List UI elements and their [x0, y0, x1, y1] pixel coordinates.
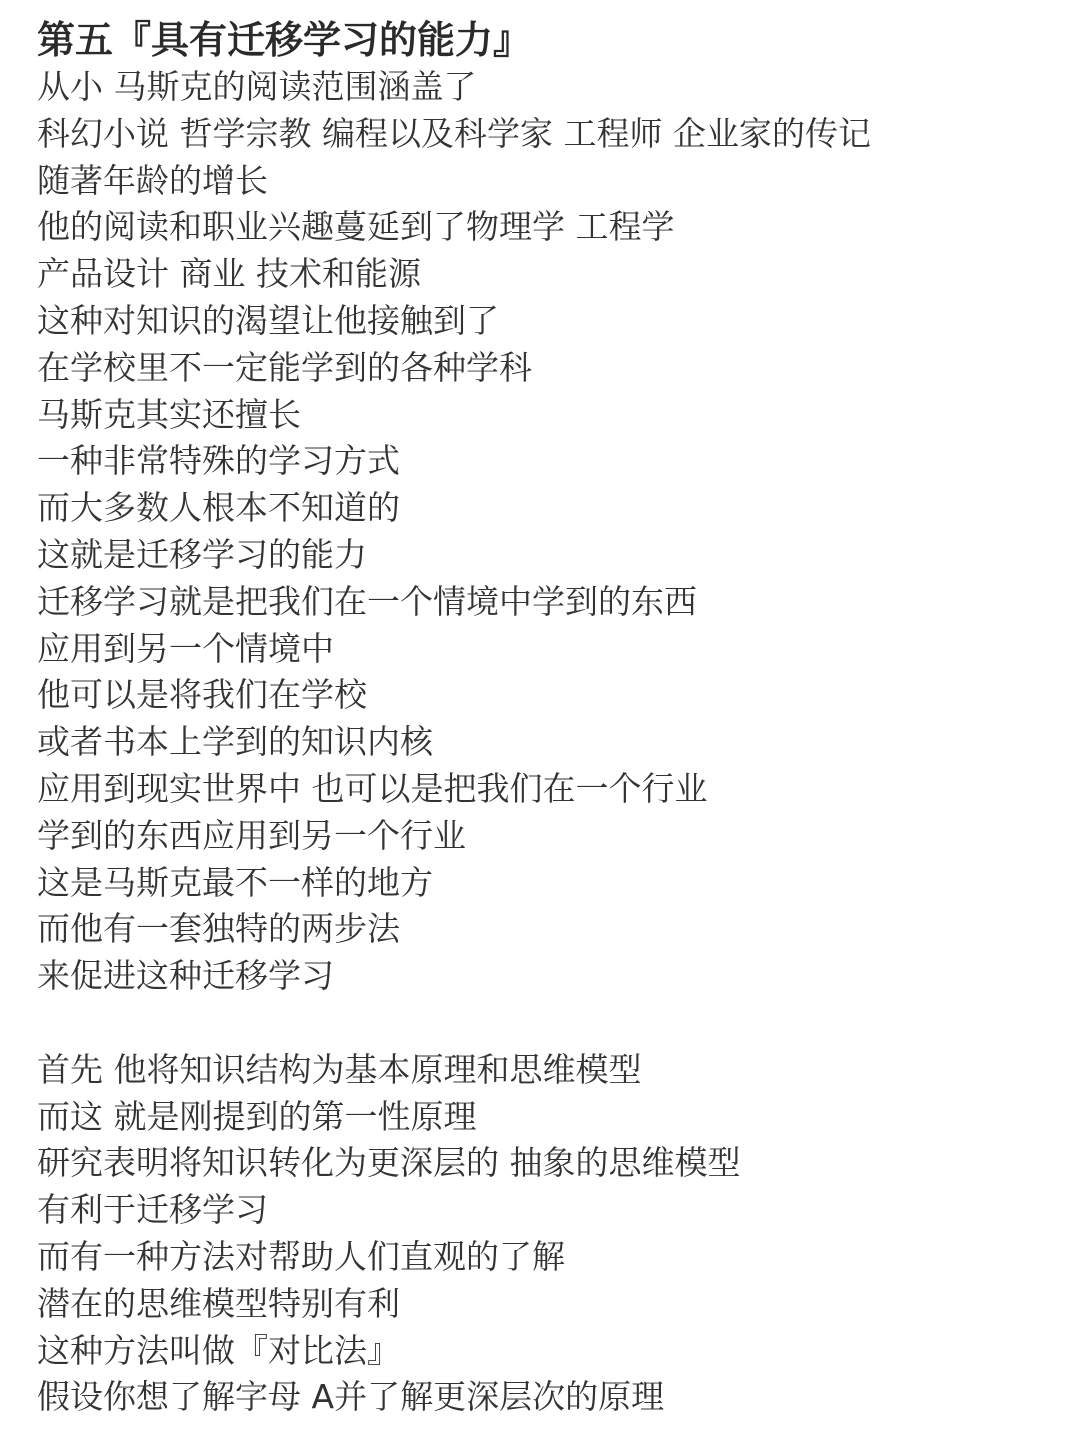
text-line: 而有一种方法对帮助人们直观的了解 — [37, 1236, 565, 1276]
text-line: 在学校里不一定能学到的各种学科 — [37, 347, 532, 387]
text-line: 而他有一套独特的两步法 — [37, 909, 400, 949]
text-line: 迁移学习就是把我们在一个情境中学到的东西 — [37, 581, 697, 621]
text-line: 随著年龄的增长 — [37, 160, 268, 200]
text-line: 产品设计 商业 技术和能源 — [37, 254, 421, 294]
text-line: 应用到另一个情境中 — [37, 628, 334, 668]
text-line: 从小 马斯克的阅读范围涵盖了 — [37, 67, 477, 106]
text-line: 他可以是将我们在学校 — [37, 675, 367, 715]
section-title: 第五『具有迁移学习的能力』 — [37, 18, 532, 62]
text-line: 首先 他将知识结构为基本原理和思维模型 — [37, 1049, 642, 1089]
text-line: 潜在的思维模型特别有利 — [37, 1283, 400, 1323]
text-line: 这是马斯克最不一样的地方 — [37, 862, 433, 902]
text-line: 假设你想了解字母 A并了解更深层次的原理 — [37, 1377, 665, 1417]
text-line: 这种方法叫做『对比法』 — [37, 1330, 400, 1370]
text-line: 有利于迁移学习 — [37, 1190, 268, 1230]
text-line: 而大多数人根本不知道的 — [37, 488, 400, 528]
text-line: 应用到现实世界中 也可以是把我们在一个行业 — [37, 768, 708, 808]
text-line: 或者书本上学到的知识内核 — [37, 722, 433, 762]
text-line: 他的阅读和职业兴趣蔓延到了物理学 工程学 — [37, 207, 675, 247]
text-line: 而这 就是刚提到的第一性原理 — [37, 1096, 477, 1136]
paragraph-1 — [37, 64, 1057, 1000]
text-line: 马斯克其实还擅长 — [37, 394, 301, 434]
text-line: 来促进这种迁移学习 — [37, 956, 334, 996]
text-line: 研究表明将知识转化为更深层的 抽象的思维模型 — [37, 1143, 741, 1183]
text-line: 这种对知识的渴望让他接触到了 — [37, 300, 499, 340]
text-line: 一种非常特殊的学习方式 — [37, 441, 400, 481]
text-line: 这就是迁移学习的能力 — [37, 534, 367, 574]
paragraph-spacer — [37, 1000, 1057, 1047]
paragraph-2 — [37, 1047, 1057, 1421]
text-line: 科幻小说 哲学宗教 编程以及科学家 工程师 企业家的传记 — [37, 113, 871, 153]
text-line: 学到的东西应用到另一个行业 — [37, 815, 466, 855]
document-page — [37, 14, 1057, 1421]
